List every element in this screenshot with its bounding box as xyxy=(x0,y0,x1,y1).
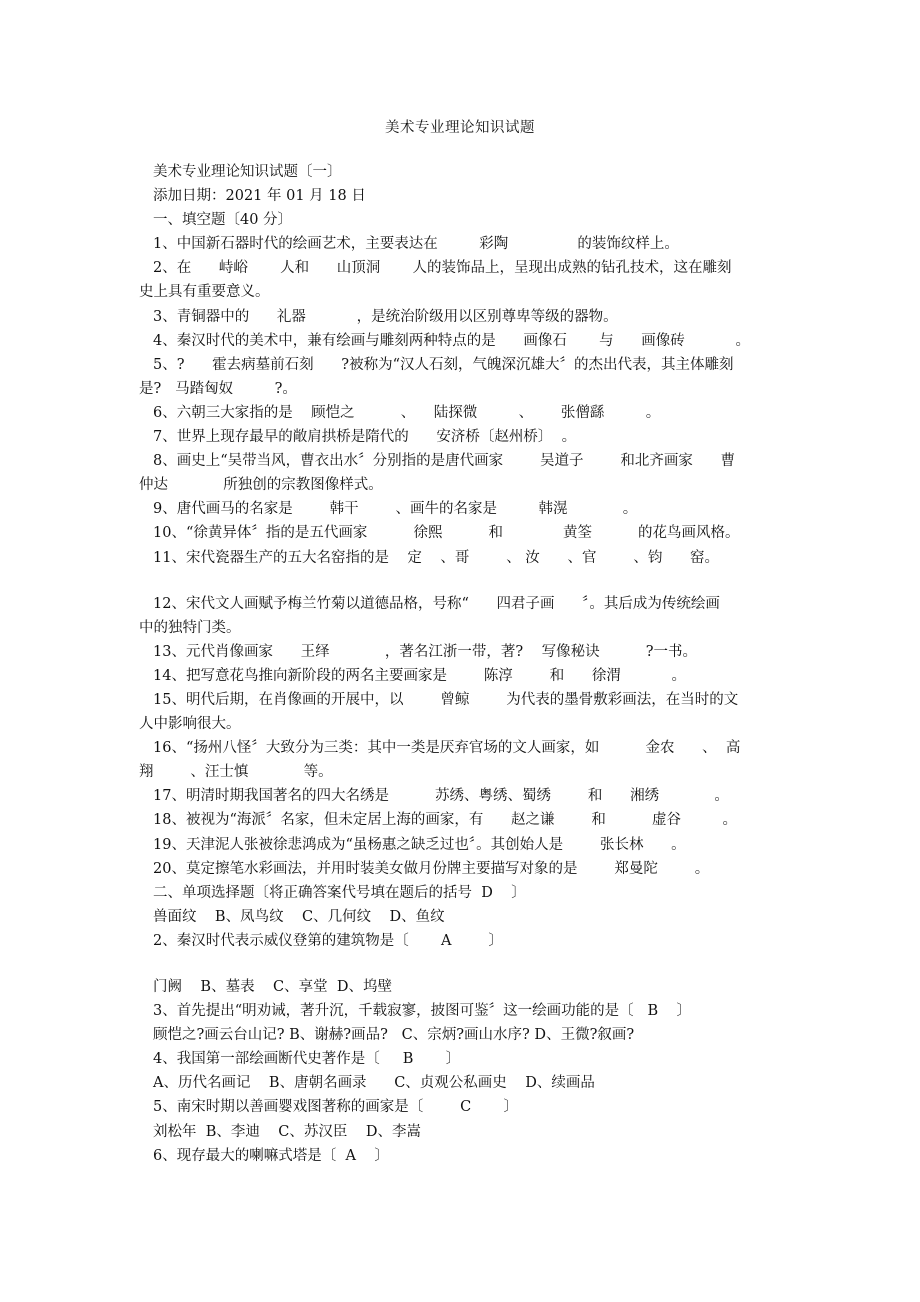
question-8-cont: 仲达 所独创的宗教图像样式。 xyxy=(139,477,383,494)
paragraph-gap xyxy=(139,570,787,592)
question-6: 6、六朝三大家指的是 顾恺之 、 陆探微 、 张僧繇 。 xyxy=(153,404,661,421)
question-7: 7、世界上现存最早的敞肩拱桥是隋代的 安济桥〔赵州桥〕 。 xyxy=(153,429,577,446)
question-4: 4、秦汉时代的美术中，兼有绘画与雕刻两种特点的是 画像石 与 画像砖 。 xyxy=(153,332,750,349)
document-body xyxy=(139,160,787,1168)
question-15-cont: 人中影响很大。 xyxy=(139,716,241,733)
choice-list-1 xyxy=(139,905,787,953)
document-title: 美术专业理论知识试题 xyxy=(385,120,535,136)
choice-options-5: 刘松年 B、李迪 C、苏汉臣 D、李嵩 xyxy=(153,1123,421,1140)
question-9: 9、唐代画马的名家是 韩干 、画牛的名家是 韩滉 。 xyxy=(153,501,638,518)
subtitle: 美术专业理论知识试题〔一〕 xyxy=(153,164,342,180)
question-12: 12、宋代文人画赋予梅兰竹菊以道德品格，号称“ 四君子画 〞。其后成为传统绘画 xyxy=(153,595,720,612)
question-19: 19、天津泥人张被徐悲鸿成为“虽杨惠之缺乏过也〞。其创始人是 张长林 。 xyxy=(153,836,686,853)
section-heading-choice: 二、单项选择题〔将正确答案代号填在题后的括号 D 〕 xyxy=(153,884,526,901)
choice-question-3: 3、首先提出“明劝诫，著升沉，千载寂寥，披图可鉴〞这一绘画功能的是〔 B 〕 xyxy=(153,1003,692,1020)
question-16-cont: 翔 、汪士慎 等。 xyxy=(139,764,333,781)
choice-options-1: 兽面纹 B、凤鸟纹 C、几何纹 D、鱼纹 xyxy=(153,908,445,925)
question-12-cont: 中的独特门类。 xyxy=(139,619,241,636)
fill-blank-list xyxy=(139,232,787,569)
question-3: 3、青铜器中的 礼器 ，是统治阶级用以区别尊卑等级的器物。 xyxy=(153,308,618,325)
choice-question-2: 2、秦汉时代表示威仪登第的建筑物是〔 A 〕 xyxy=(153,932,503,949)
date-line: 添加日期：2021 年 01 月 18 日 xyxy=(153,188,366,205)
question-18: 18、被视为“海派〞名家，但未定居上海的画家，有 赵之谦 和 虚谷 。 xyxy=(153,812,737,829)
question-2-cont: 史上具有重要意义。 xyxy=(139,284,270,301)
question-20: 20、莫定擦笔水彩画法，并用时装美女做月份牌主要描写对象的是 郑曼陀 。 xyxy=(153,860,710,877)
question-13: 13、元代肖像画家 王绎 ，著名江浙一带，著? 写像秘诀 ?一书。 xyxy=(153,643,697,660)
question-11: 11、宋代瓷器生产的五大名窑指的是 定 、哥 、 汝 、官 、钧 窑。 xyxy=(153,549,719,566)
question-10: 10、“徐黄异体〞指的是五代画家 徐熙 和 黄筌 的花鸟画风格。 xyxy=(153,525,740,542)
question-15: 15、明代后期，在肖像画的开展中，以 曾鲸 为代表的墨骨敷彩画法，在当时的文 xyxy=(153,691,739,708)
choice-list-2 xyxy=(139,975,787,1168)
question-5: 5、? 霍去病墓前石刻 ?被称为“汉人石刻，气魄深沉雄大〞的杰出代表，其主体雕刻 xyxy=(153,356,734,373)
paragraph-gap-2 xyxy=(139,953,787,975)
choice-options-2: 门阙 B、墓表 C、享堂 D、坞壁 xyxy=(153,979,392,995)
question-8: 8、画史上“吴带当风，曹衣出水〞分别指的是唐代画家 吴道子 和北齐画家 曹 xyxy=(153,453,736,470)
choice-options-4: A、历代名画记 B、唐朝名画录 C、贞观公私画史 D、续画品 xyxy=(153,1075,595,1092)
choice-question-4: 4、我国第一部绘画断代史著作是〔 B 〕 xyxy=(153,1051,461,1068)
question-1: 1、中国新石器时代的绘画艺术，主要表达在 彩陶 的装饰纹样上。 xyxy=(153,236,679,253)
question-2: 2、在 峙峪 人和 山顶洞 人的装饰品上，呈现出成熟的钻孔技术，这在雕刻 xyxy=(153,260,732,277)
question-16: 16、“扬州八怪〞大致分为三类：其中一类是厌弃官场的文人画家，如 金农 、 高 xyxy=(153,740,741,757)
fill-blank-list-2 xyxy=(139,592,787,881)
question-5-cont: 是? 马踏匈奴 ?。 xyxy=(139,380,297,397)
question-17: 17、明清时期我国著名的四大名绣是 苏绣、粤绣、蜀绣 和 湘绣 。 xyxy=(153,788,729,805)
choice-question-5: 5、南宋时期以善画婴戏图著称的画家是〔 C 〕 xyxy=(153,1099,518,1116)
section-heading-fill-blank: 一、填空题〔40 分〕 xyxy=(153,212,293,229)
choice-options-3: 顾恺之?画云台山记? B、谢赫?画品? C、宗炳?画山水序? D、王微?叙画? xyxy=(153,1027,635,1044)
choice-question-6: 6、现存最大的喇嘛式塔是〔 A 〕 xyxy=(153,1147,389,1164)
question-14: 14、把写意花鸟推向新阶段的两名主要画家是 陈淳 和 徐渭 。 xyxy=(153,667,687,684)
